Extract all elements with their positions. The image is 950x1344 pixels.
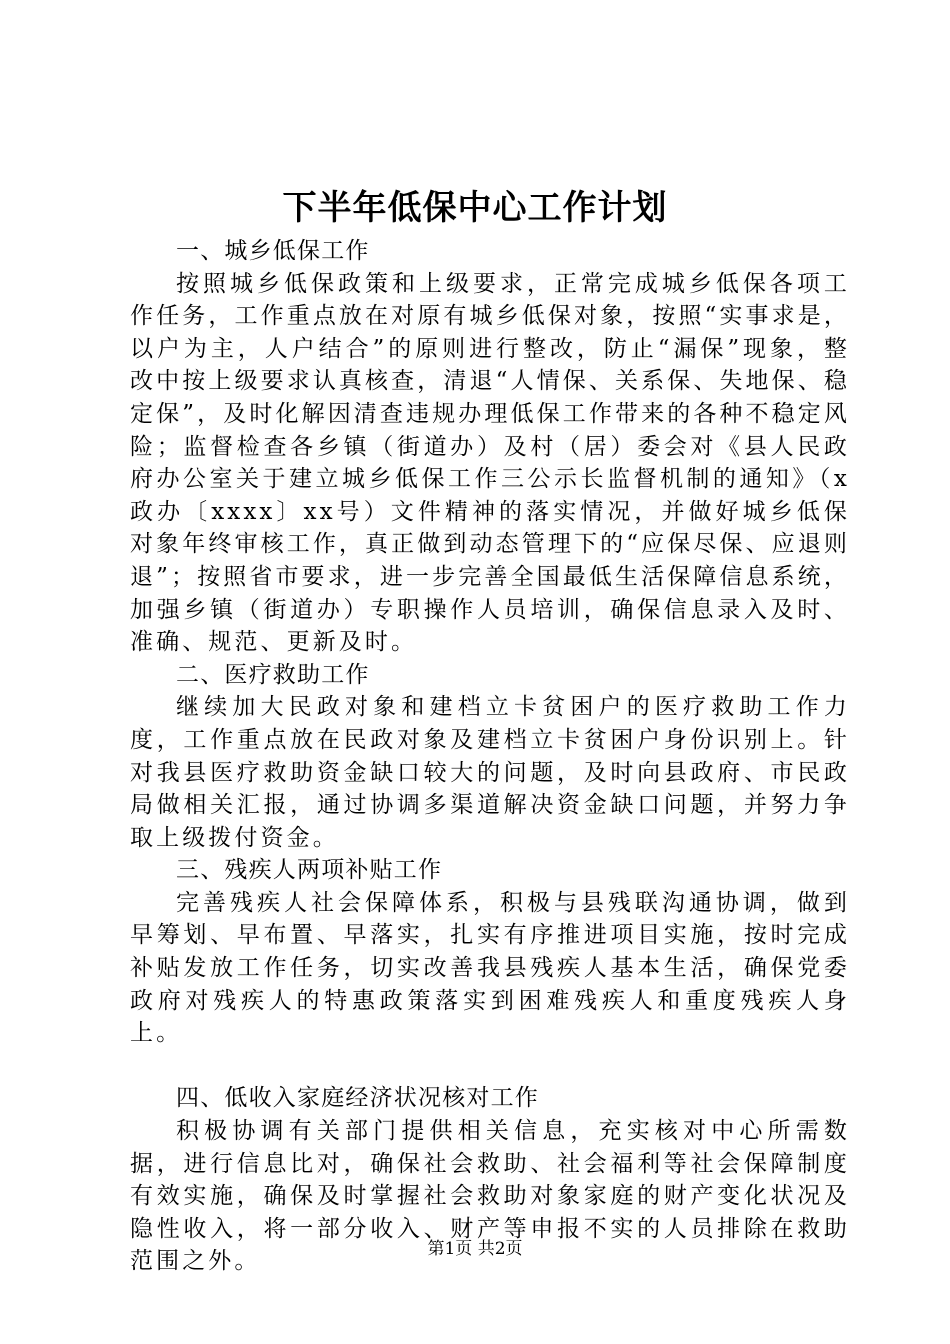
section-paragraph-income-verification: 积极协调有关部门提供相关信息，充实核对中心所需数据，进行信息比对，确保社会救助、社会福利等社会保障制度有效实施，确保及时掌握社会救助对象家庭的财产变化状况及隐性收入，将一部分收入、财产等申报不实的人员排除在救助范围之外。 (130, 1118, 850, 1275)
document-title: 下半年低保中心工作计划 (282, 188, 668, 228)
section-paragraph-medical-assistance: 继续加大民政对象和建档立卡贫困户的医疗救助工作力度，工作重点放在民政对象及建档立卡贫困户身份识别上。针对我县医疗救助资金缺口较大的问题，及时向县政府、市民政局做相关汇报，通过协调多渠道解决资金缺口问题，并努力争取上级拨付资金。 (130, 694, 850, 851)
page-footer: 第1页 共2页 (427, 1239, 523, 1259)
section-paragraph-urban-rural-subsistence: 按照城乡低保政策和上级要求，正常完成城乡低保各项工作任务，工作重点放在对原有城乡低保对象，按照“实事求是，以户为主，人户结合”的原则进行整改，防止“漏保”现象，整改中按上级要求认真核查，清退“人情保、关系保、失地保、稳定保”，及时化解因清查违规办理低保工作带来的各种不稳定风险；监督检查各乡镇（街道办）及村（居）委会对《县人民政府办公室关于建立城乡低保工作三公示长监督机制的通知》（x政办〔xxxx〕xx号）文件精神的落实情况，并做好城乡低保对象年终审核工作，真正做到动态管理下的“应保尽保、应退则退”；按照省市要求，进一步完善全国最低生活保障信息系统，加强乡镇（街道办）专职操作人员培训，确保信息录入及时、准确、规范、更新及时。 (130, 270, 850, 656)
section-heading-urban-rural-subsistence: 一、城乡低保工作 (176, 238, 370, 264)
section-heading-medical-assistance: 二、医疗救助工作 (176, 661, 370, 688)
document-body (130, 235, 850, 1278)
section-paragraph-disability-subsidies: 完善残疾人社会保障体系，积极与县残联沟通协调，做到早筹划、早布置、早落实，扎实有序推进项目实施，按时完成补贴发放工作任务，切实改善我县残疾人基本生活，确保党委政府对残疾人的特惠政策落实到困难残疾人和重度残疾人身上。 (130, 889, 850, 1047)
section-heading-disability-subsidies: 三、残疾人两项补贴工作 (176, 857, 443, 884)
paragraph-spacer (130, 1050, 850, 1083)
section-heading-income-verification: 四、低收入家庭经济状况核对工作 (176, 1085, 539, 1112)
